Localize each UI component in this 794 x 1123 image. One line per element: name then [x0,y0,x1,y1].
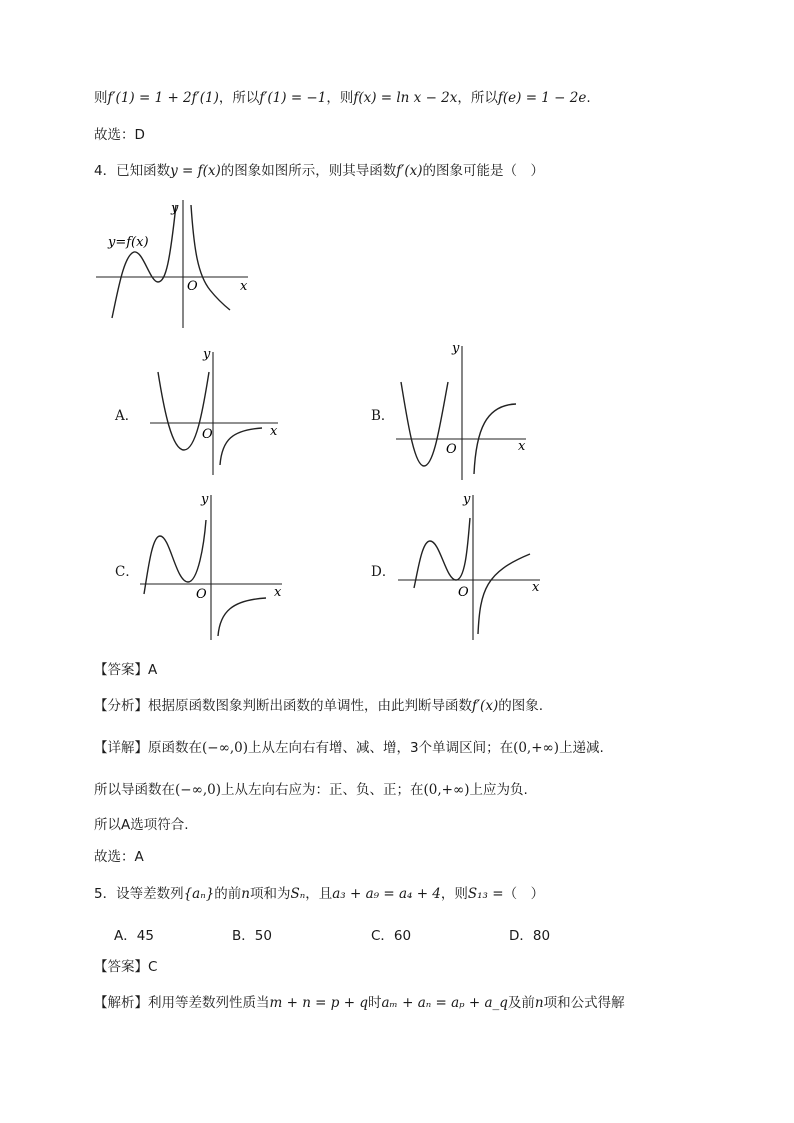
variable: Sₙ [290,886,306,902]
interval: (−∞,0) [175,782,221,798]
a-curve-right [220,428,262,465]
answer-tag: 【答案】 [94,959,148,975]
q5-answer [94,957,157,977]
text: 上从左向右应为：正、负、正；在 [220,782,424,798]
text: 利用等差数列性质当 [148,995,270,1011]
a-origin: O [202,427,213,442]
text: 的图象可能是（ ） [422,163,544,179]
text: 所以导函数在 [94,782,175,798]
q4-conclusion: 所以A选项符合. [94,817,189,833]
a-y-label: y [203,347,211,362]
text: 的图象如图所示，则其导函数 [220,163,397,179]
q4-choice: 故选：A [94,849,144,865]
option-d-label: D． [371,564,396,580]
c-x-label: x [274,585,282,600]
text: 的图象. [498,698,544,714]
text: ，所以 [457,90,498,106]
equation: f′(x) [472,698,499,714]
option-c-label: C． [115,564,139,580]
q5-stem [94,884,544,904]
origin-label: O [187,279,198,294]
equation: y = f(x) [170,163,221,179]
a-x-label: x [270,424,278,439]
option-b-label: B． [371,408,395,424]
b-y-label: y [452,341,460,356]
text: ，所以 [218,90,260,106]
q5-parse [94,993,625,1013]
variable: n [241,886,250,902]
q4-detail [94,738,604,758]
d-curve-left [414,518,470,588]
analysis-tag: 【分析】 [94,698,148,714]
text: 项和为 [250,886,291,902]
q4-derivative-sign [94,780,528,800]
q3-choice: 故选：D [94,127,145,143]
q5-option-a: A．45 [114,928,154,944]
option-a-label: A． [115,408,139,424]
q4-analysis [94,696,543,716]
text: 5．设等差数列 [94,886,184,902]
c-origin: O [196,587,207,602]
q5-option-d: D．80 [509,928,551,944]
equation: f′(1) = 1 + 2f′(1) [107,90,219,106]
text: . [586,90,591,106]
text: 上递减. [559,740,604,756]
q5-option-c: C．60 [371,928,412,944]
text: （ ） [503,886,545,902]
equation: m + n = p + q [269,995,368,1011]
text: 上应为负. [469,782,528,798]
equation: f(x) = ln x − 2x [353,90,458,106]
b-x-label: x [518,439,526,454]
f-label: y=f(x) [108,235,149,250]
text: 及前 [507,995,535,1011]
b-curve-left [401,382,448,466]
axis-y-label: y [171,201,179,216]
d-y-label: y [463,492,471,507]
text: 的前 [214,886,242,902]
text: 时 [367,995,382,1011]
equation: f′(1) = −1 [259,90,327,106]
axis-x-label: x [240,279,248,294]
text: 上从左向右有增、减、增，3个单调区间；在 [247,740,514,756]
f-curve-left [112,205,176,318]
equation: a₃ + a₉ = a₄ + 4 [332,886,441,902]
text: 项和公式得解 [543,995,625,1011]
equation: f′(x) [396,163,423,179]
variable: n [534,995,544,1011]
equation: {aₙ} [183,886,215,902]
detail-tag: 【详解】 [94,740,148,756]
parse-tag: 【解析】 [94,995,148,1011]
text: ，则 [326,90,354,106]
c-curve-right [218,598,266,636]
answer-tag: 【答案】 [94,662,148,678]
answer-value: C [148,959,158,975]
d-curve-right [478,554,530,634]
f-curve-right [191,205,230,310]
equation: f(e) = 1 − 2e [497,90,587,106]
equation: aₘ + aₙ = aₚ + a_q [381,995,508,1011]
d-x-label: x [532,580,540,595]
c-y-label: y [201,492,209,507]
text: ，且 [305,886,333,902]
equation: S₁₃ = [467,886,504,902]
text: 根据原函数图象判断出函数的单调性，由此判断导函数 [148,698,472,714]
text: ，则 [440,886,468,902]
answer-value: A [148,662,158,678]
text: 原函数在 [148,740,202,756]
interval: (0,+∞) [423,782,470,798]
text: 则 [94,90,108,106]
interval: (0,+∞) [513,740,560,756]
interval: (−∞,0) [202,740,248,756]
q5-option-b: B．50 [232,928,272,944]
d-origin: O [458,585,469,600]
b-origin: O [446,442,457,457]
q4-answer [94,660,157,680]
text: 4．已知函数 [94,163,171,179]
c-curve-left [144,520,206,594]
